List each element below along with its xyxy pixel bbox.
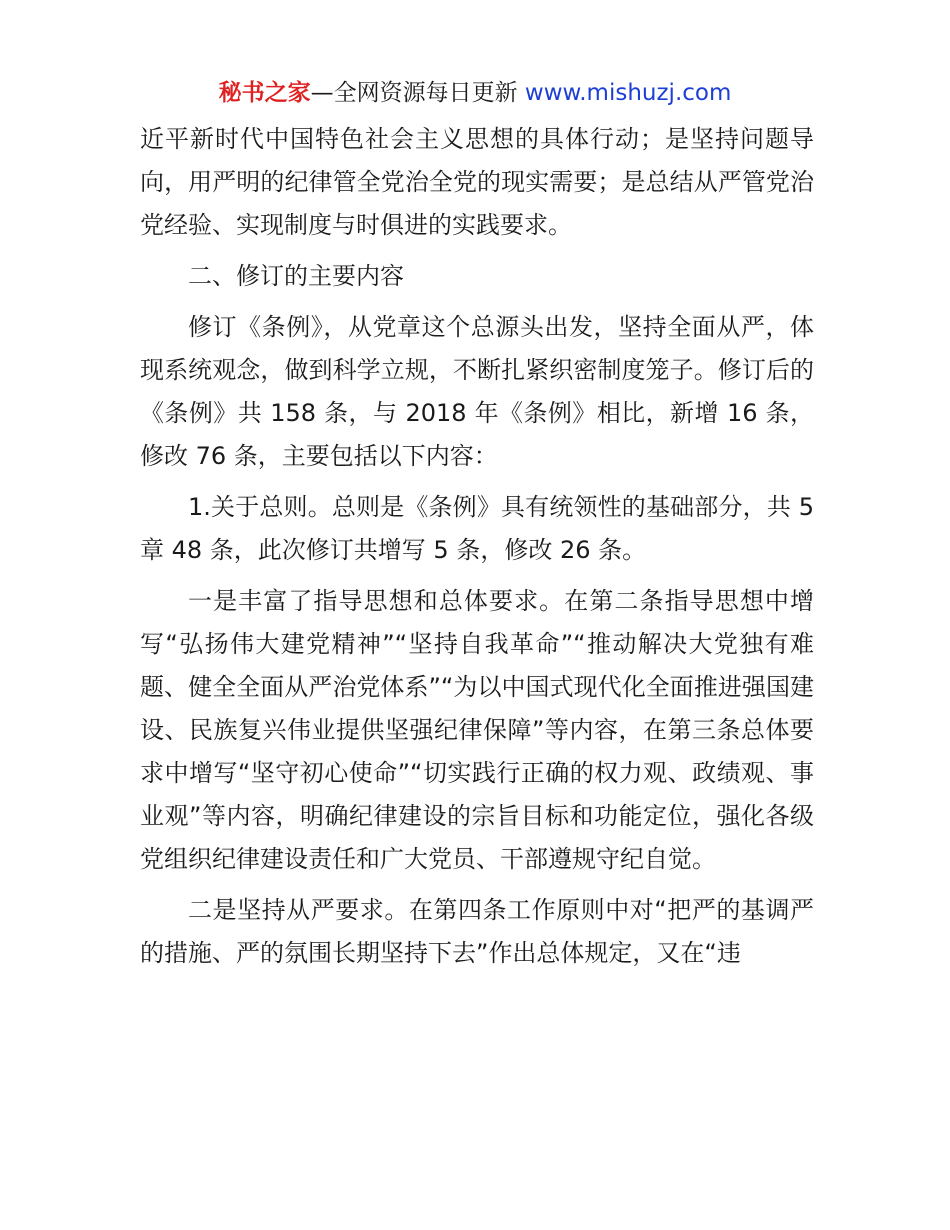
site-url-link[interactable]: www.mishuzj.com (524, 80, 732, 106)
paragraph: 一是丰富了指导思想和总体要求。在第二条指导思想中增写“弘扬伟大建党精神”“坚持自我革命”“推动解决大党独有难题、健全全面从严治党体系”“为以中国式现代化全面推进强国建设、民族复兴伟业提供坚强纪律保障”等内容，在第三条总体要求中增写“坚守初心使命”“切实践行正确的权力观、政绩观、事业观”等内容，明确纪律建设的宗旨目标和功能定位，强化各级党组织纪律建设责任和广大党员、干部遵规守纪自觉。 (140, 587, 814, 873)
paragraph-continuation: 近平新时代中国特色社会主义思想的具体行动；是坚持问题导向，用严明的纪律管全党治全党的现实需要；是总结从严管党治党经验、实现制度与时俱进的实践要求。 (140, 125, 814, 239)
paragraph: 二是坚持从严要求。在第四条工作原则中对“把严的基调严的措施、严的氛围长期坚持下去”作出总体规定，又在“违 (140, 896, 814, 967)
header-tagline: —全网资源每日更新 (310, 80, 525, 106)
brand-name: 秘书之家 (218, 80, 311, 106)
page-header (0, 76, 950, 110)
paragraph: 修订《条例》，从党章这个总源头出发，坚持全面从严，体现系统观念，做到科学立规，不断扎紧织密制度笼子。修订后的《条例》共 158 条，与 2018 年《条例》相比，新增 16 条，修改 76 条，主要包括以下内容： (140, 313, 814, 470)
document-body (140, 118, 814, 983)
section-heading: 二、修订的主要内容 (188, 262, 404, 290)
paragraph: 1.关于总则。总则是《条例》具有统领性的基础部分，共 5 章 48 条，此次修订共增写 5 条，修改 26 条。 (140, 493, 814, 564)
